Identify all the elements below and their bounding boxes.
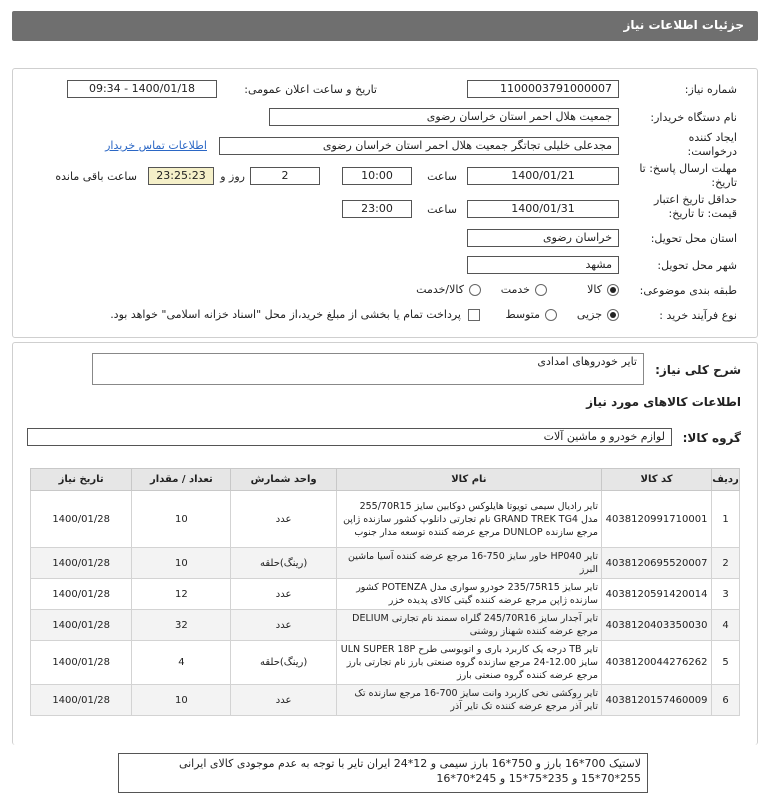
category-service-label: خدمت <box>500 283 530 296</box>
col-date-header: تاریخ نیاز <box>31 469 132 491</box>
category-goods-service-label: کالا/خدمت <box>416 283 464 296</box>
category-label: طبقه بندی موضوعی: <box>639 284 737 297</box>
buyer-notes-field: لاستیک 700*16 بارز و 750*16 بارز سیمی و 12*24 ایران تایر با توجه به عدم موجودی کالای ایرانی 255*70*15 و 235*75*15 و 245*70*16 <box>118 753 648 793</box>
item-unit: عدد <box>231 491 336 548</box>
need-number-field: 1100003791000007 <box>467 80 619 98</box>
col-row-header: ردیف <box>712 469 740 491</box>
item-code: 4038120991710001 <box>601 491 711 548</box>
item-name: تایر HP040 خاور سایز 750-16 مرجع عرضه کننده آسیا ماشین البرز <box>336 548 601 579</box>
need-number-label: شماره نیاز: <box>684 83 737 96</box>
creator-label: ایجاد کننده درخواست: <box>687 131 737 158</box>
province-label: استان محل تحویل: <box>650 232 737 245</box>
item-qty: 12 <box>132 579 231 610</box>
col-unit-header: واحد شمارش <box>231 469 336 491</box>
buyer-label: نام دستگاه خریدار: <box>650 111 737 124</box>
buyer-contact-link[interactable]: اطلاعات تماس خریدار <box>105 139 207 152</box>
table-row[interactable] <box>31 641 740 685</box>
item-name: تایر روکشی نخی کاربرد وانت سایز 700-16 مرجع سازنده تک تایر آذر مرجع عرضه کننده تک تایر آذر <box>336 685 601 716</box>
row-index: 6 <box>712 685 740 716</box>
goods-table-header <box>31 469 740 491</box>
row-index: 5 <box>712 641 740 685</box>
category-goods-label: کالا <box>587 283 602 296</box>
need-details-panel <box>12 68 758 338</box>
item-qty: 10 <box>132 685 231 716</box>
days-label: روز و <box>220 170 245 183</box>
item-qty: 10 <box>132 491 231 548</box>
treasury-payment-checkbox[interactable] <box>468 309 480 321</box>
item-unit: عدد <box>231 579 336 610</box>
row-index: 1 <box>712 491 740 548</box>
deadline-time-label: ساعت <box>427 170 457 183</box>
goods-group-label: گروه کالا: <box>682 431 741 445</box>
remaining-time-field: 23:25:23 <box>148 167 214 185</box>
validity-label: حداقل تاریخ اعتبار قیمت: تا تاریخ: <box>653 193 737 220</box>
category-service-radio[interactable] <box>535 284 547 296</box>
process-minor-label: جزیی <box>576 308 602 321</box>
item-code: 4038120695520007 <box>601 548 711 579</box>
item-date: 1400/01/28 <box>31 610 132 641</box>
deadline-label: مهلت ارسال پاسخ: تا تاریخ: <box>639 162 737 189</box>
summary-field: تایر خودروهای امدادی <box>92 353 644 385</box>
announce-datetime-field: 1400/01/18 - 09:34 <box>67 80 217 98</box>
table-row[interactable] <box>31 491 740 548</box>
item-code: 4038120044276262 <box>601 641 711 685</box>
category-goods-radio[interactable] <box>607 284 619 296</box>
row-index: 4 <box>712 610 740 641</box>
category-goods-service-radio[interactable] <box>469 284 481 296</box>
item-name: تایر آجدار سایز 245/70R16 گلراه سمند نام تجارتی DELIUM مرجع عرضه کننده شهناز روشنی <box>336 610 601 641</box>
page-header <box>12 11 758 41</box>
table-row[interactable] <box>31 685 740 716</box>
item-qty: 4 <box>132 641 231 685</box>
item-qty: 10 <box>132 548 231 579</box>
item-date: 1400/01/28 <box>31 491 132 548</box>
table-row[interactable] <box>31 548 740 579</box>
item-date: 1400/01/28 <box>31 641 132 685</box>
table-row[interactable] <box>31 610 740 641</box>
item-name: تایر رادیال سیمی تویوتا هایلوکس دوکابین سایز 255/70R15 مدل GRAND TREK TG4 نام تجارتی دانلوپ کشور سازنده ژاپن مرجع سازنده DUNLOP مرجع عرضه کننده توسعه مدار جنوب <box>336 491 601 548</box>
row-index: 2 <box>712 548 740 579</box>
validity-time-field: 23:00 <box>342 200 412 218</box>
item-unit: (رینگ)حلقه <box>231 641 336 685</box>
item-unit: (رینگ)حلقه <box>231 548 336 579</box>
validity-time-label: ساعت <box>427 203 457 216</box>
process-medium-radio[interactable] <box>545 309 557 321</box>
item-name: تایر سایز 235/75R15 خودرو سواری مدل POTENZA کشور سازنده ژاپن مرجع عرضه کننده گیتی کالای پدیده خزر <box>336 579 601 610</box>
row-index: 3 <box>712 579 740 610</box>
announce-label: تاریخ و ساعت اعلان عمومی: <box>244 83 377 96</box>
deadline-date-field: 1400/01/21 <box>467 167 619 185</box>
table-row[interactable] <box>31 579 740 610</box>
page-title: جزئیات اطلاعات نیاز <box>623 18 744 32</box>
city-field: مشهد <box>467 256 619 274</box>
item-date: 1400/01/28 <box>31 548 132 579</box>
province-field: خراسان رضوی <box>467 229 619 247</box>
creator-field: مجدعلی خلیلی تجاتگر جمعیت هلال احمر استان خراسان رضوی <box>219 137 619 155</box>
goods-panel <box>12 342 758 785</box>
buyer-field: جمعیت هلال احمر استان خراسان رضوی <box>269 108 619 126</box>
item-date: 1400/01/28 <box>31 579 132 610</box>
goods-section-title: اطلاعات کالاهای مورد نیاز <box>586 395 741 409</box>
item-code: 4038120157460009 <box>601 685 711 716</box>
col-name-header: نام کالا <box>336 469 601 491</box>
goods-table <box>30 468 740 716</box>
item-code: 4038120403350030 <box>601 610 711 641</box>
item-qty: 32 <box>132 610 231 641</box>
remaining-label: ساعت باقی مانده <box>55 170 137 183</box>
col-qty-header: تعداد / مقدار <box>132 469 231 491</box>
item-unit: عدد <box>231 610 336 641</box>
col-code-header: کد کالا <box>601 469 711 491</box>
item-name: تایر TB درجه یک کاربرد باری و اتوبوسی طرح ULN SUPER 18P سایز 12.00-24 مرجع سازنده گروه صنعتی بارز نام تجارتی بارز مرجع عرضه کننده گروه صنعتی بارز <box>336 641 601 685</box>
goods-group-field: لوازم خودرو و ماشین آلات <box>27 428 672 446</box>
item-unit: عدد <box>231 685 336 716</box>
treasury-payment-label: پرداخت تمام یا بخشی از مبلغ خرید،از محل "اسناد خزانه اسلامی" خواهد بود. <box>110 308 461 321</box>
process-medium-label: متوسط <box>505 308 540 321</box>
item-date: 1400/01/28 <box>31 685 132 716</box>
process-minor-radio[interactable] <box>607 309 619 321</box>
city-label: شهر محل تحویل: <box>657 259 737 272</box>
process-label: نوع فرآیند خرید : <box>659 309 737 322</box>
validity-date-field: 1400/01/31 <box>467 200 619 218</box>
summary-label: شرح کلی نیاز: <box>655 363 741 377</box>
remaining-days-field: 2 <box>250 167 320 185</box>
deadline-time-field: 10:00 <box>342 167 412 185</box>
item-code: 4038120591420014 <box>601 579 711 610</box>
